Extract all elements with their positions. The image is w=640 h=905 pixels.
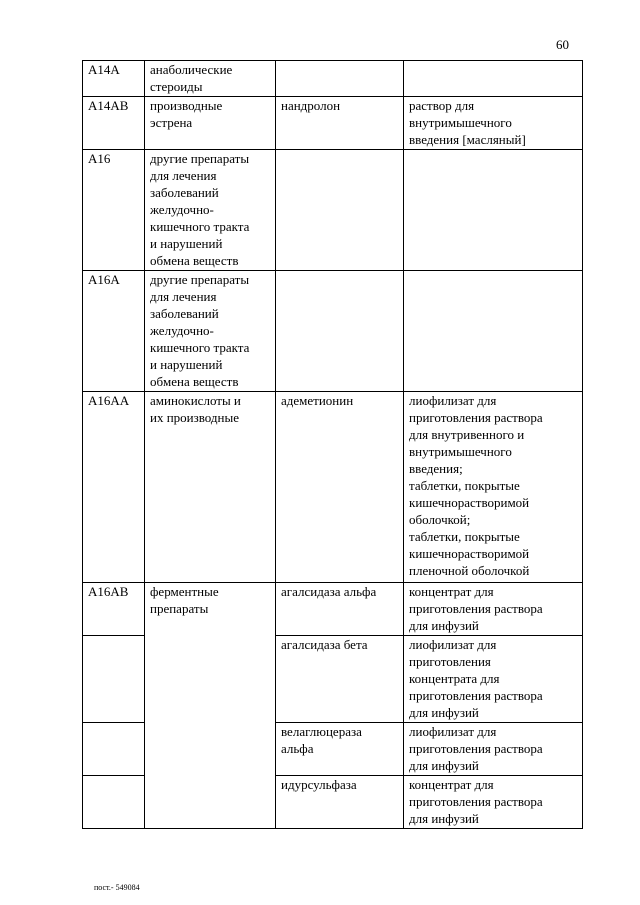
group-name-cell: производные эстрена — [145, 97, 276, 150]
dosage-form-cell: лиофилизат для приготовления концентрата для приготовления раствора для инфузий — [404, 636, 583, 723]
table-row — [83, 97, 583, 150]
dosage-form-cell — [404, 61, 583, 97]
atc-code-cell: A14A — [83, 61, 145, 97]
group-name-cell: аминокислоты и их производные — [145, 392, 276, 583]
drug-name-cell: нандролон — [276, 97, 404, 150]
drug-name-cell — [276, 150, 404, 271]
atc-code-cell: A16A — [83, 271, 145, 392]
drug-name-cell: агалсидаза альфа — [276, 583, 404, 636]
atc-code-cell: A16AA — [83, 392, 145, 583]
dosage-form-cell: лиофилизат для приготовления раствора для внутривенного и внутримышечного введения; таблетки, покрытые кишечнорастворимой оболочкой; таблетки, покрытые кишечнорастворимой пленочной оболочкой — [404, 392, 583, 583]
drug-name-cell — [276, 61, 404, 97]
drug-classification-table — [82, 60, 583, 829]
drug-name-cell: идурсульфаза — [276, 776, 404, 829]
atc-code-cell: A14AB — [83, 97, 145, 150]
atc-code-cell: A16 — [83, 150, 145, 271]
table-row — [83, 150, 583, 271]
atc-code-cell — [83, 636, 145, 723]
dosage-form-cell: лиофилизат для приготовления раствора для инфузий — [404, 723, 583, 776]
group-name-cell: другие препараты для лечения заболеваний желудочно- кишечного тракта и нарушений обмена веществ — [145, 271, 276, 392]
atc-code-cell — [83, 723, 145, 776]
group-name-cell: анаболические стероиды — [145, 61, 276, 97]
table-row — [83, 61, 583, 97]
atc-code-cell: A16AB — [83, 583, 145, 636]
page-number: 60 — [556, 37, 569, 52]
drug-name-cell: адеметионин — [276, 392, 404, 583]
document-footer-id: пост.- 549084 — [94, 883, 140, 892]
atc-code-cell — [83, 776, 145, 829]
drug-name-cell — [276, 271, 404, 392]
dosage-form-cell — [404, 150, 583, 271]
dosage-form-cell: концентрат для приготовления раствора для инфузий — [404, 583, 583, 636]
dosage-form-cell: раствор для внутримышечного введения [масляный] — [404, 97, 583, 150]
dosage-form-cell — [404, 271, 583, 392]
drug-name-cell: агалсидаза бета — [276, 636, 404, 723]
drug-name-cell: велаглюцераза альфа — [276, 723, 404, 776]
table-row — [83, 392, 583, 583]
group-name-cell: ферментные препараты — [145, 583, 276, 829]
dosage-form-cell: концентрат для приготовления раствора для инфузий — [404, 776, 583, 829]
table-row — [83, 583, 583, 636]
group-name-cell: другие препараты для лечения заболеваний желудочно- кишечного тракта и нарушений обмена веществ — [145, 150, 276, 271]
table-row — [83, 271, 583, 392]
